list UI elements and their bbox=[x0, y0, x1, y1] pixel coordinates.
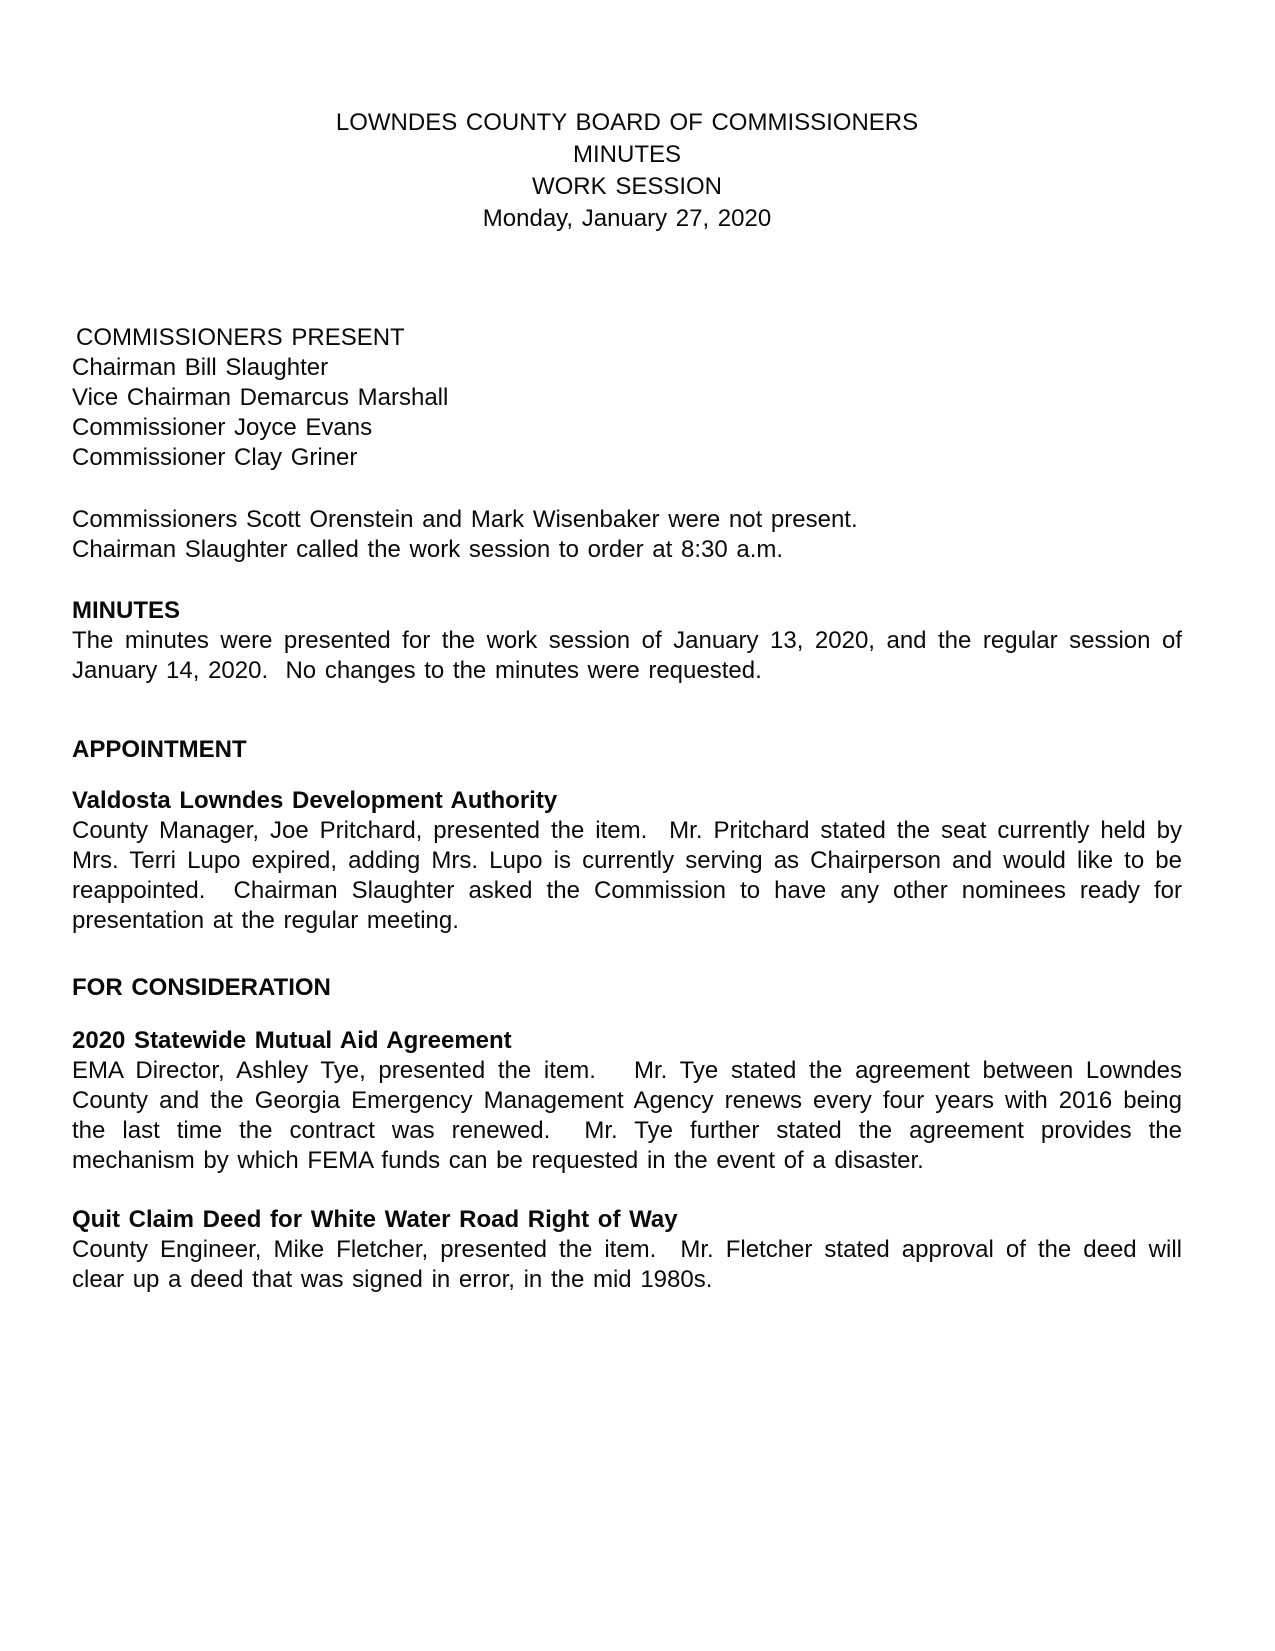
commissioner-name: Chairman Bill Slaughter bbox=[72, 354, 329, 381]
section-minutes bbox=[72, 596, 1182, 686]
item-valdosta-development-authority bbox=[72, 786, 1182, 936]
item-title: Valdosta Lowndes Development Authority bbox=[72, 787, 558, 814]
item-title: Quit Claim Deed for White Water Road Right of Way bbox=[72, 1206, 678, 1233]
header-session-type: WORK SESSION bbox=[531, 173, 723, 200]
header-doc-type: MINUTES bbox=[573, 141, 681, 168]
commissioners-present-block bbox=[72, 323, 1182, 473]
item-paragraph: EMA Director, Ashley Tye, presented the item. Mr. Tye stated the agreement between Lowndes County and the Georgia Emergency Management Agency renews every four years with 2016 being the last time the contract was renewed. Mr. Tye further stated the agreement provides the mechanism by which FEMA funds can be requested in the event of a disaster. bbox=[72, 1057, 1182, 1174]
commissioner-name: Commissioner Joyce Evans bbox=[72, 414, 373, 441]
commissioner-name: Vice Chairman Demarcus Marshall bbox=[72, 384, 449, 411]
item-title: 2020 Statewide Mutual Aid Agreement bbox=[72, 1027, 512, 1054]
item-statewide-mutual-aid-agreement bbox=[72, 1026, 1182, 1176]
call-to-order-note: Chairman Slaughter called the work session to order at 8:30 a.m. bbox=[72, 536, 784, 563]
section-minutes-heading: MINUTES bbox=[72, 597, 180, 624]
section-minutes-paragraph: The minutes were presented for the work session of January 13, 2020, and the regular session of January 14, 2020. No changes to the minutes were requested. bbox=[72, 627, 1182, 684]
section-appointment-heading: APPOINTMENT bbox=[72, 736, 247, 763]
item-paragraph: County Engineer, Mike Fletcher, presented the item. Mr. Fletcher stated approval of the deed will clear up a deed that was signed in error, in the mid 1980s. bbox=[72, 1236, 1182, 1293]
commissioners-present-heading: COMMISSIONERS PRESENT bbox=[76, 324, 405, 351]
item-quit-claim-deed bbox=[72, 1205, 1182, 1295]
item-paragraph: County Manager, Joe Pritchard, presented the item. Mr. Pritchard stated the seat currently held by Mrs. Terri Lupo expired, adding Mrs. Lupo is currently serving as Chairperson and would like to be reappointed. Chairman Slaughter asked the Commission to have any other nominees ready for presentation at the regular meeting. bbox=[72, 817, 1182, 934]
attendance-notes-block bbox=[72, 505, 1182, 565]
header-session-date: Monday, January 27, 2020 bbox=[482, 205, 772, 232]
header-org-title: LOWNDES COUNTY BOARD OF COMMISSIONERS bbox=[335, 109, 919, 136]
commissioner-name: Commissioner Clay Griner bbox=[72, 444, 358, 471]
absent-commissioners-note: Commissioners Scott Orenstein and Mark Wisenbaker were not present. bbox=[72, 506, 858, 533]
section-for-consideration-heading: FOR CONSIDERATION bbox=[72, 974, 331, 1001]
document-header bbox=[72, 107, 1182, 235]
